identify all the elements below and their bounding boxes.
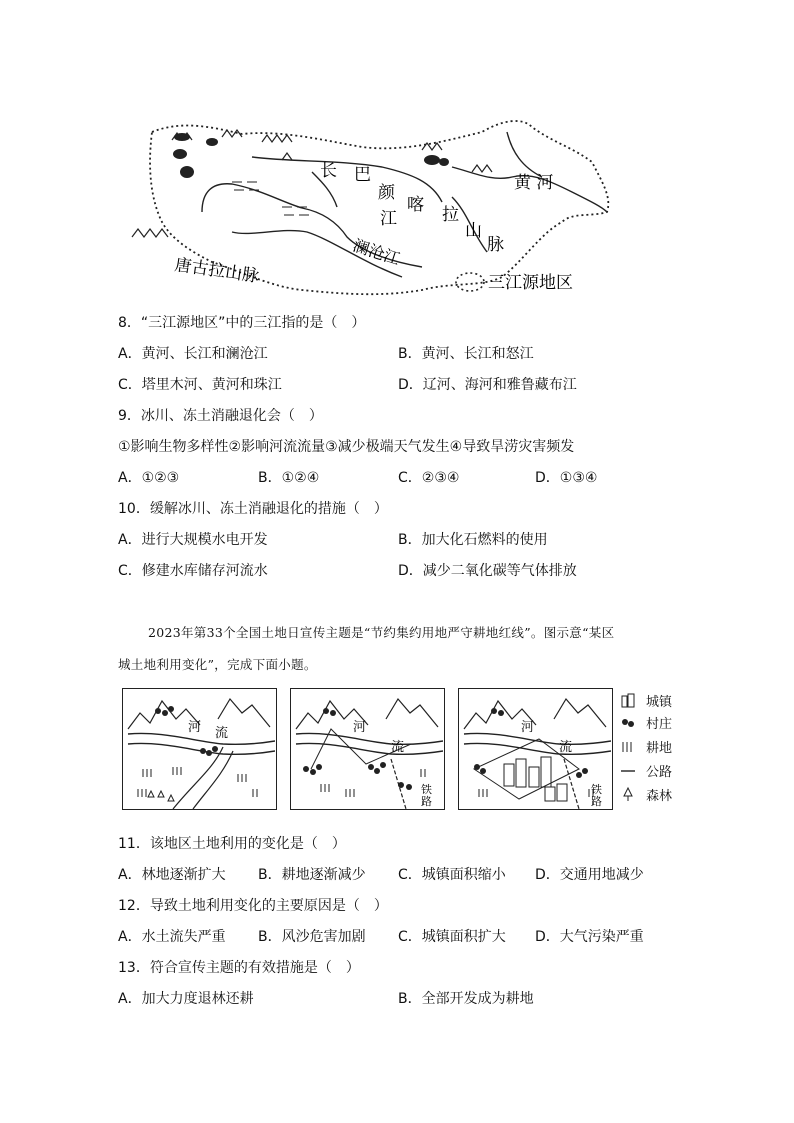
question-9-stem: 9．冰川、冻土消融退化会（ ） [118,408,323,424]
legend-forest [620,784,690,804]
land-use-panels [122,688,682,813]
legend-label-sanjiangyuan: 三江源地区 [488,273,573,293]
label-lancangjiang: 澜沧江 [350,235,403,269]
panel-2-rail-char-2: 路 [421,795,432,808]
panel-2-rail-char-1: 铁 [421,783,432,796]
question-13-stem: 13．符合宣传主题的有效措施是（ ） [118,960,360,976]
panel-2-svg [291,689,443,809]
question-9-option-a: A．①②③ [118,470,180,486]
question-10-option-a: A．进行大规模水电开发 [118,532,268,548]
river-lines [202,132,607,277]
mountain-symbols [132,130,492,237]
panel-3-river-char-1: 河 [521,720,535,735]
panel-2-river-char-2: 流 [391,740,405,755]
forest-icon [620,786,636,802]
question-10-option-c: C．修建水库储存河流水 [118,563,268,579]
legend-forest-label: 森林 [646,789,673,804]
question-8-stem: 8．“三江源地区”中的三江指的是（ ） [118,315,366,331]
label-shan: 山 [465,221,482,241]
question-10-option-b: B．加大化石燃料的使用 [398,532,548,548]
land-use-panel-3 [458,688,613,810]
label-chang: 长 [320,161,337,181]
label-huanghe: 黄 河 [514,173,554,193]
question-13-option-b: B．全部开发成为耕地 [398,991,534,1007]
label-yan: 颜 [378,183,395,203]
question-11-option-a: A．林地逐渐扩大 [118,867,226,883]
question-9-option-c: C．②③④ [398,470,460,486]
legend-farmland-label: 耕地 [646,741,673,756]
question-12-option-d: D．大气污染严重 [535,929,644,945]
question-11-option-c: C．城镇面积缩小 [398,867,506,883]
panel-3-rail-char-2: 路 [591,795,602,808]
panel-3-river-char-2: 流 [559,740,573,755]
question-12-option-c: C．城镇面积扩大 [398,929,506,945]
panel-1-svg [123,689,275,809]
legend-town-label: 城镇 [646,695,673,710]
legend-village [620,712,690,732]
question-9-option-b: B．①②④ [258,470,320,486]
panel-3-rail-char-1: 铁 [591,783,602,796]
sanjiangyuan-map-svg [122,112,622,302]
village-icon [620,714,636,730]
legend-road [620,760,690,780]
question-9-statements: ①影响生物多样性②影响河流流量③减少极端天气发生④导致旱涝灾害频发 [118,439,575,455]
legend-ellipse [456,273,484,291]
question-11-option-b: B．耕地逐渐减少 [258,867,366,883]
question-9-option-d: D．①③④ [535,470,598,486]
panel-3-svg [459,689,611,809]
label-ba: 巴 [354,165,371,185]
sanjiangyuan-map [122,112,622,302]
label-ka: 喀 [407,195,424,215]
question-12-option-a: A．水土流失严重 [118,929,226,945]
legend-town [620,690,690,710]
passage-line-1: 2023年第33个全国土地日宣传主题是“节约集约用地严守耕地红线”。图示意“某区 [148,625,615,640]
question-8-option-b: B．黄河、长江和怒江 [398,346,534,362]
question-10-stem: 10．缓解冰川、冻土消融退化的措施（ ） [118,501,388,517]
question-11-option-d: D．交通用地减少 [535,867,644,883]
label-mai: 脉 [487,235,504,255]
farmland-icon [620,738,636,754]
road-icon [620,762,636,778]
town-icon [620,692,636,708]
question-10-option-d: D．减少二氧化碳等气体排放 [398,563,577,579]
question-8-option-d: D．辽河、海河和雅鲁藏布江 [398,377,577,393]
land-use-panel-1 [122,688,277,810]
land-use-panel-2 [290,688,445,810]
passage-line-2: 城土地利用变化”，完成下面小题。 [118,657,317,672]
label-la: 拉 [442,205,459,225]
lake-symbols [173,133,449,178]
question-12-stem: 12．导致土地利用变化的主要原因是（ ） [118,898,388,914]
panel-1-river-char-2: 流 [215,726,229,741]
question-8-option-a: A．黄河、长江和澜沧江 [118,346,268,362]
question-8-option-c: C．塔里木河、黄河和珠江 [118,377,282,393]
question-13-option-a: A．加大力度退林还耕 [118,991,254,1007]
panel-2-river-char-1: 河 [353,720,367,735]
question-12-option-b: B．风沙危害加剧 [258,929,366,945]
legend-road-label: 公路 [646,765,673,780]
question-11-stem: 11．该地区土地利用的变化是（ ） [118,836,346,852]
label-jiang: 江 [380,209,397,229]
legend-village-label: 村庄 [646,717,673,732]
panel-1-river-char-1: 河 [188,720,202,735]
label-tanggula: 唐古拉山脉 [173,255,261,287]
land-use-legend [620,690,690,810]
legend-farmland [620,736,690,756]
